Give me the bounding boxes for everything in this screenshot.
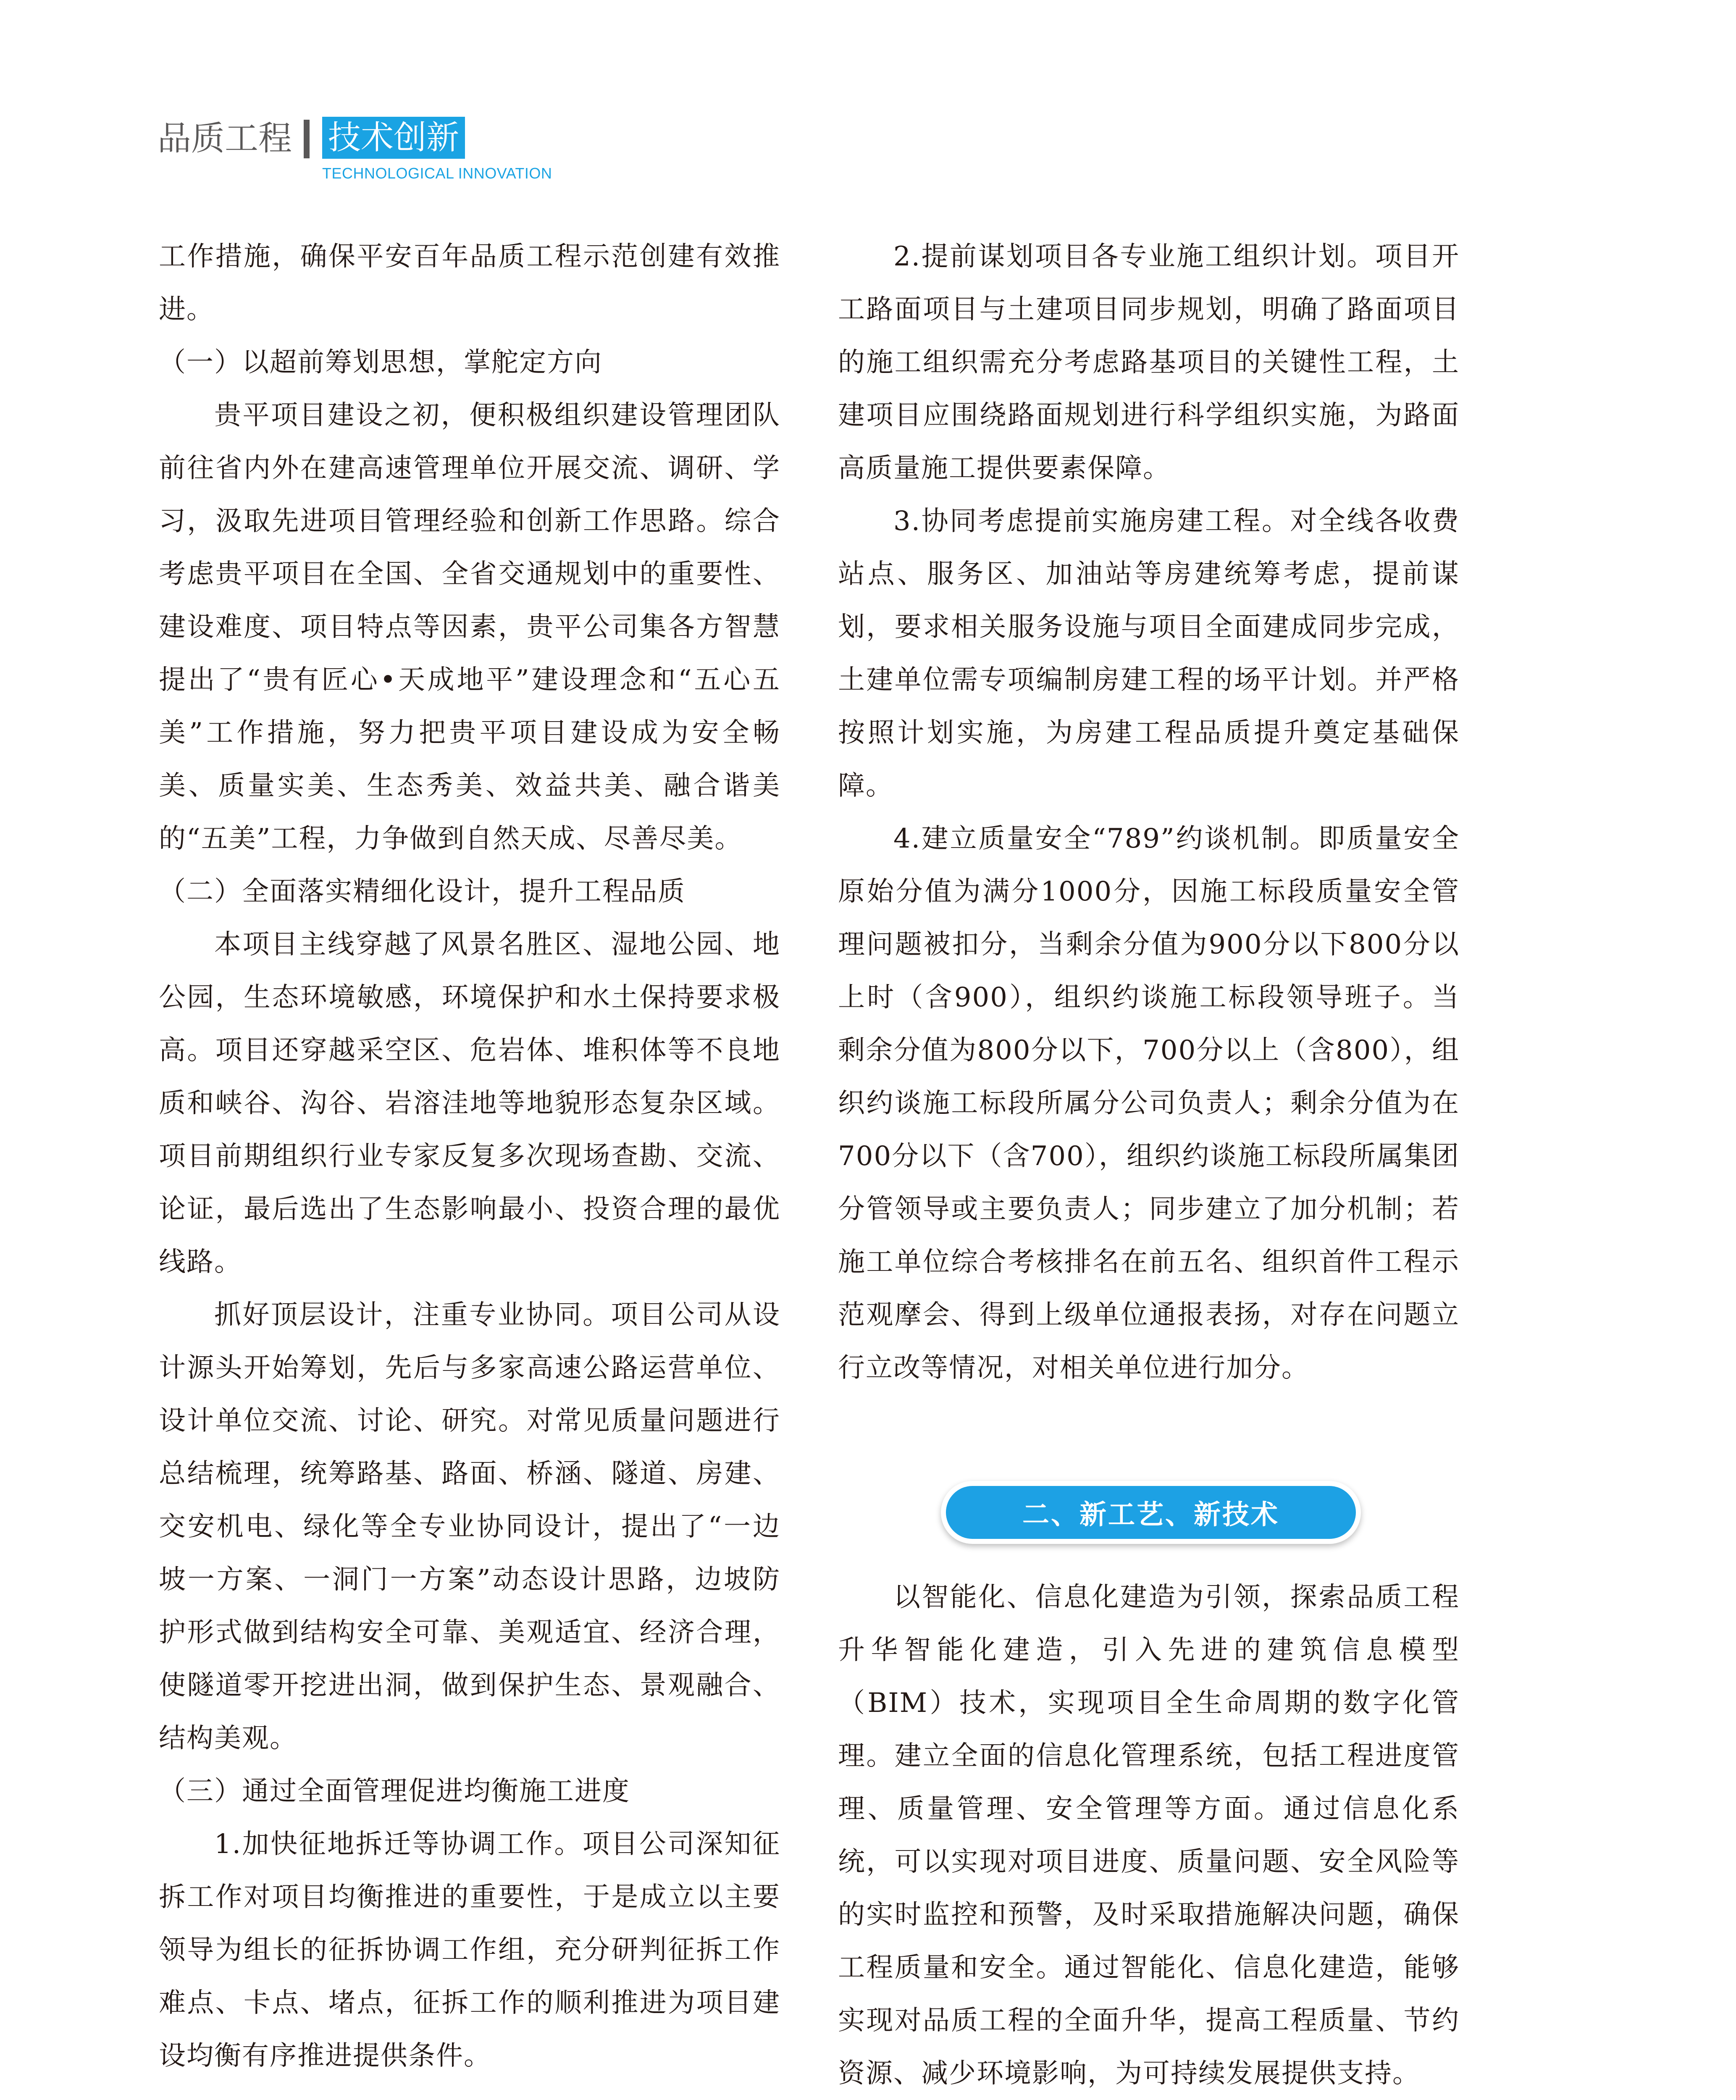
paragraph: 抓好顶层设计，注重专业协同。项目公司从设计源头开始筹划，先后与多家高速公路运营单位、设计单位交流、讨论、研究。对常见质量问题进行总结梳理，统筹路基、路面、桥涵、隧道、房建、交安机电、绿化等全专业协同设计，提出了“一边坡一方案、一洞门一方案”动态设计思路，边坡防护形式做到结构安全可靠、美观适宜、经济合理，使隧道零开挖进出洞，做到保护生态、景观融合、结构美观。 — [159, 1299, 780, 1754]
paragraph: 4.建立质量安全“789”约谈机制。即质量安全原始分值为满分1000分，因施工标段质量安全管理问题被扣分，当剩余分值为900分以下800分以上时（含900），组织约谈施工标段领导班子。当剩余分值为800分以下，700分以上（含800），组织约谈施工标段所属分公司负责人；剩余分值为在700分以下（含700），组织约谈施工标段所属集团分管领导或主要负责人；同步建立了加分机制；若施工单位综合考核排名在前五名、组织首件工程示范观摩会、得到上级单位通报表扬，对存在问题立行立改等情况，对相关单位进行加分。 — [838, 823, 1460, 1383]
right-column — [838, 230, 1460, 2100]
subheading: （一）以超前筹划思想，掌舵定方向 — [159, 347, 602, 378]
paragraph: 3.协同考虑提前实施房建工程。对全线各收费站点、服务区、加油站等房建统筹考虑，提前谋划，要求相关服务设施与项目全面建成同步完成，土建单位需专项编制房建工程的场平计划。并严格按照计划实施，为房建工程品质提升奠定基础保障。 — [838, 506, 1460, 801]
header-divider — [304, 120, 310, 158]
section-heading-pill — [941, 1481, 1361, 1544]
paragraph: 贵平项目建设之初，便积极组织建设管理团队前往省内外在建高速管理单位开展交流、调研、学习，汲取先进项目管理经验和创新工作思路。综合考虑贵平项目在全国、全省交通规划中的重要性、建设难度、项目特点等因素，贵平公司集各方智慧提出了“贵有匠心•天成地平”建设理念和“五心五美”工作措施，努力把贵平项目建设成为安全畅美、质量实美、生态秀美、效益共美、融合谐美的“五美”工程，力争做到自然天成、尽善尽美。 — [159, 400, 780, 854]
subheading: （二）全面落实精细化设计，提升工程品质 — [159, 876, 685, 907]
paragraph: 工作措施，确保平安百年品质工程示范创建有效推进。 — [159, 241, 780, 325]
paragraph: 本项目主线穿越了风景名胜区、湿地公园、地公园，生态环境敏感，环境保护和水土保持要求极高。项目还穿越采空区、危岩体、堆积体等不良地质和峡谷、沟谷、岩溶洼地等地貌形态复杂区域。项目前期组织行业专家反复多次现场查勘、交流、论证，最后选出了生态影响最小、投资合理的最优线路。 — [159, 929, 780, 1278]
header-section-tag-english: TECHNOLOGICAL INNOVATION — [322, 165, 552, 182]
paragraph: 1.加快征地拆迁等协调工作。项目公司深知征拆工作对项目均衡推进的重要性，于是成立以主要领导为组长的征拆协调工作组，充分研判征拆工作难点、卡点、堵点，征拆工作的顺利推进为项目建设均衡有序推进提供条件。 — [159, 1829, 780, 2071]
left-column — [159, 230, 780, 2082]
paragraph: 2.提前谋划项目各专业施工组织计划。项目开工路面项目与土建项目同步规划，明确了路面项目的施工组织需充分考虑路基项目的关键性工程，土建项目应围绕路面规划进行科学组织实施，为路面高质量施工提供要素保障。 — [838, 241, 1460, 484]
header-section-tag: 技术创新 — [322, 117, 465, 159]
section-heading: 二、新工艺、新技术 — [946, 1486, 1356, 1539]
paragraph: 以智能化、信息化建造为引领，探索品质工程升华智能化建造，引入先进的建筑信息模型（BIM）技术，实现项目全生命周期的数字化管理。建立全面的信息化管理系统，包括工程进度管理、质量管理、安全管理等方面。通过信息化系统，可以实现对项目进度、质量问题、安全风险等的实时监控和预警，及时采取措施解决问题，确保工程质量和安全。通过智能化、信息化建造，能够实现对品质工程的全面升华，提高工程质量、节约资源、减少环境影响，为可持续发展提供支持。 — [838, 1582, 1460, 2089]
subheading: （三）通过全面管理促进均衡施工进度 — [159, 1776, 630, 1807]
header-category: 品质工程 — [158, 119, 292, 158]
section-heading-block — [838, 1394, 1460, 1571]
